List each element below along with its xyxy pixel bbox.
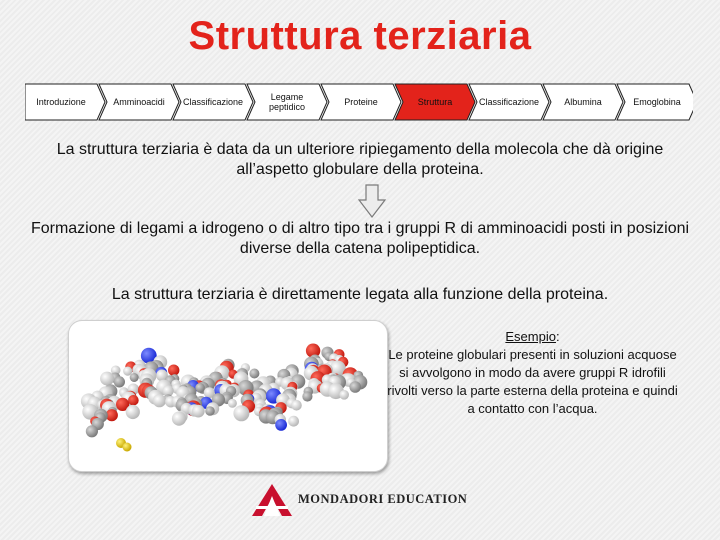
molecule-spheres xyxy=(69,321,387,471)
atom-sphere xyxy=(100,372,114,386)
atom-sphere xyxy=(192,405,205,418)
atom-sphere xyxy=(86,425,98,437)
atom-sphere xyxy=(123,443,132,452)
atom-sphere xyxy=(339,390,349,400)
paragraph-bonds: Formazione di legami a idrogeno o di altro tipo tra i gruppi R di amminoacidi posti in posizioni diverse della catena polipeptidica. xyxy=(30,220,690,257)
nav-item-struttura[interactable]: Struttura xyxy=(417,97,453,107)
atom-sphere xyxy=(168,365,179,376)
protein-molecule-image xyxy=(68,320,388,472)
nav-item-emoglobina[interactable]: Emoglobina xyxy=(633,97,681,107)
atom-sphere xyxy=(195,383,205,393)
example-box xyxy=(385,328,680,418)
atom-sphere xyxy=(205,406,215,416)
atom-sphere xyxy=(288,416,299,427)
atom-sphere xyxy=(233,405,249,421)
paragraph-definition: La struttura terziaria è data da un ulteriore ripiegamento della molecola che dà origine all’aspetto globulare della proteina. xyxy=(56,141,664,178)
nav-item-amminoacidi[interactable]: Amminoacidi xyxy=(113,97,165,107)
paragraph-function: La struttura terziaria è direttamente legata alla funzione della proteina. xyxy=(111,286,609,303)
atom-sphere xyxy=(302,391,312,401)
mondadori-logo-icon xyxy=(250,482,294,518)
atom-sphere xyxy=(128,395,139,406)
atom-sphere xyxy=(153,394,166,407)
nav-item-albumina[interactable]: Albumina xyxy=(564,97,602,107)
nav-item-proteine[interactable]: Proteine xyxy=(344,97,378,107)
logo-text: MONDADORI EDUCATION xyxy=(298,492,468,506)
down-arrow-icon xyxy=(358,184,386,218)
atom-sphere xyxy=(114,376,125,387)
atom-sphere xyxy=(228,399,237,408)
atom-sphere xyxy=(172,412,186,426)
nav-item-classificazione[interactable]: Classificazione xyxy=(182,97,244,107)
page-title: Struttura terziaria xyxy=(188,14,532,58)
atom-sphere xyxy=(349,381,361,393)
nav-item-introduzione[interactable]: Introduzione xyxy=(36,97,86,107)
breadcrumb-nav xyxy=(25,82,693,122)
atom-sphere xyxy=(249,369,259,379)
nav-item-legame-peptidico[interactable]: Legame peptidico xyxy=(268,92,306,112)
nav-item-classificazione[interactable]: Classificazione xyxy=(478,97,540,107)
example-title-colon: : xyxy=(555,329,560,344)
atom-sphere xyxy=(291,400,302,411)
mondadori-logo xyxy=(248,482,478,520)
example-body: Le proteine globulari presenti in soluzioni acquose si avvolgono in modo da avere gruppi R idrofili rivolti verso la parte esterna della proteina e quindi a contatto con l’acqua. xyxy=(387,347,678,416)
example-title: Esempio xyxy=(505,329,556,344)
atom-sphere xyxy=(275,419,287,431)
atom-sphere xyxy=(126,405,140,419)
atom-sphere xyxy=(123,367,132,376)
atom-sphere xyxy=(130,373,139,382)
